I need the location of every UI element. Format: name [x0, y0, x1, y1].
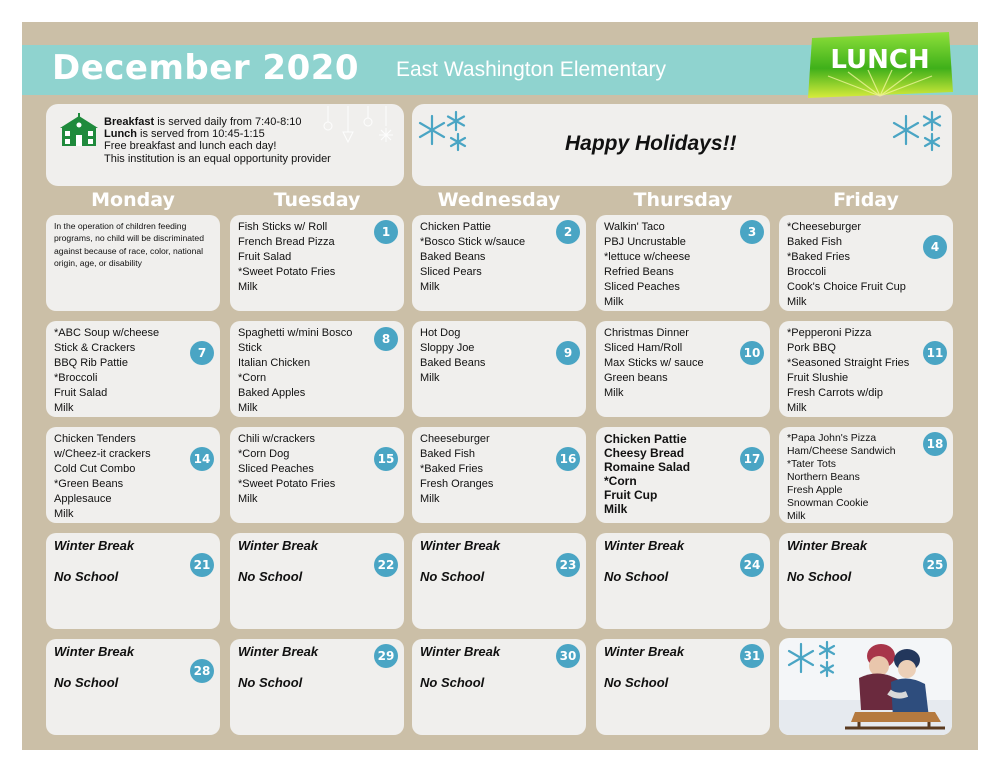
school-building-icon: [60, 113, 98, 147]
break-subtitle: No School: [54, 675, 119, 690]
menu-items: Chili w/crackers *Corn Dog Sliced Peaches *Sweet Potato Fries Milk: [238, 433, 336, 505]
break-subtitle: No School: [54, 569, 119, 584]
menu-items: *Papa John's Pizza Ham/Cheese Sandwich *Tater Tots Northern Beans Fresh Apple Snowman Cookie Milk: [787, 433, 896, 522]
menu-items: Chicken Pattie Cheesy Bread Romaine Salad *Corn Fruit Cup Milk: [604, 432, 691, 516]
day-cell-25: [779, 533, 953, 629]
break-subtitle: No School: [604, 569, 669, 584]
break-title: Winter Break: [54, 538, 135, 553]
nondiscrimination-notice: [46, 215, 220, 311]
lunch-time: is served from 10:45-1:15: [137, 128, 265, 141]
break-title: Winter Break: [604, 538, 685, 553]
day-number: 11: [923, 341, 947, 365]
day-cell-30: [412, 639, 586, 735]
month-title: December 2020: [52, 48, 360, 88]
menu-items: Chicken Tenders w/Cheez-it crackers Cold Cut Combo *Green Beans Applesauce Milk: [54, 433, 151, 520]
day-header-thursday: Thursday: [633, 189, 733, 211]
break-title: Winter Break: [54, 644, 135, 659]
breakfast-time: is served daily from 7:40-8:10: [154, 116, 302, 128]
day-number: 22: [374, 553, 398, 577]
menu-items: Chicken Pattie *Bosco Stick w/sauce Baked Beans Sliced Pears Milk: [420, 221, 526, 293]
break-title: Winter Break: [420, 644, 501, 659]
day-cell-10: [596, 321, 770, 417]
day-cell-3: [596, 215, 770, 311]
day-number: 7: [190, 341, 214, 365]
day-number: 23: [556, 553, 580, 577]
ornaments-icon: [318, 106, 402, 152]
day-number: 18: [923, 432, 947, 456]
day-number: 2: [556, 220, 580, 244]
winter-photo: [779, 638, 952, 735]
menu-items: Spaghetti w/mini Bosco Stick Italian Chicken *Corn Baked Apples Milk: [238, 327, 353, 414]
school-name: East Washington Elementary: [396, 58, 667, 81]
break-subtitle: No School: [238, 675, 303, 690]
break-subtitle: No School: [787, 569, 852, 584]
menu-items: Hot Dog Sloppy Joe Baked Beans Milk: [420, 327, 486, 384]
break-title: Winter Break: [604, 644, 685, 659]
break-title: Winter Break: [787, 538, 868, 553]
menu-items: Christmas Dinner Sliced Ham/Roll Max Sticks w/ sauce Green beans Milk: [604, 327, 704, 399]
menu-items: *Pepperoni Pizza Pork BBQ *Seasoned Straight Fries Fruit Slushie Fresh Carrots w/dip Milk: [787, 327, 910, 414]
lunch-badge: [808, 32, 953, 98]
day-number: 1: [374, 220, 398, 244]
menu-items: Walkin' Taco PBJ Uncrustable *lettuce w/cheese Refried Beans Sliced Peaches Milk: [604, 221, 691, 308]
day-number: 10: [740, 341, 764, 365]
day-number: 30: [556, 644, 580, 668]
day-cell-8: [230, 321, 404, 417]
day-number: 15: [374, 447, 398, 471]
menu-items: *ABC Soup w/cheese Stick & Crackers BBQ Rib Pattie *Broccoli Fruit Salad Milk: [54, 327, 160, 414]
day-header-monday: Monday: [91, 189, 175, 211]
lunch-label: Lunch: [104, 128, 137, 141]
day-cell-16: [412, 427, 586, 523]
day-number: 29: [374, 644, 398, 668]
day-cell-22: [230, 533, 404, 629]
break-subtitle: No School: [420, 675, 485, 690]
menu-items: *Cheeseburger Baked Fish *Baked Fries Broccoli Cook's Choice Fruit Cup Milk: [787, 221, 906, 308]
day-number: 14: [190, 447, 214, 471]
snowflakes-icon: [890, 110, 946, 152]
day-number: 31: [740, 644, 764, 668]
break-subtitle: No School: [238, 569, 303, 584]
day-number: 25: [923, 553, 947, 577]
notice-text: In the operation of children feeding programs, no child will be discriminated against because of race, color, national origin, age, or disability: [54, 221, 204, 268]
day-number: 4: [923, 235, 947, 259]
day-number: 28: [190, 659, 214, 683]
day-cell-14: [46, 427, 220, 523]
menu-items: Fish Sticks w/ Roll French Bread Pizza Fruit Salad *Sweet Potato Fries Milk: [238, 221, 336, 293]
breakfast-label: Breakfast: [104, 116, 155, 128]
day-cell-1: [230, 215, 404, 311]
snowflakes-icon: [416, 110, 472, 152]
free-meals-text: Free breakfast and lunch each day!: [104, 140, 277, 153]
day-number: 8: [374, 327, 398, 351]
day-cell-24: [596, 533, 770, 629]
day-header-tuesday: Tuesday: [273, 189, 361, 211]
day-cell-17: [596, 427, 770, 523]
break-subtitle: No School: [604, 675, 669, 690]
break-title: Winter Break: [238, 538, 319, 553]
day-header-wednesday: Wednesday: [437, 189, 561, 211]
holiday-message: Happy Holidays!!: [565, 132, 737, 155]
day-cell-28: [46, 639, 220, 735]
break-subtitle: No School: [420, 569, 485, 584]
equal-opportunity-text: This institution is an equal opportunity provider: [104, 152, 331, 165]
day-cell-9: [412, 321, 586, 417]
break-title: Winter Break: [420, 538, 501, 553]
day-cell-21: [46, 533, 220, 629]
day-number: 3: [740, 220, 764, 244]
lunch-badge-text: LUNCH: [830, 45, 930, 75]
day-cell-31: [596, 639, 770, 735]
day-header-friday: Friday: [833, 189, 899, 211]
day-cell-15: [230, 427, 404, 523]
menu-items: Cheeseburger Baked Fish *Baked Fries Fresh Oranges Milk: [420, 433, 494, 505]
day-number: 16: [556, 447, 580, 471]
day-cell-29: [230, 639, 404, 735]
day-cell-7: [46, 321, 220, 417]
day-cell-2: [412, 215, 586, 311]
day-cell-11: [779, 321, 953, 417]
break-title: Winter Break: [238, 644, 319, 659]
day-number: 21: [190, 553, 214, 577]
day-number: 24: [740, 553, 764, 577]
info-text: [104, 116, 331, 165]
day-number: 9: [556, 341, 580, 365]
day-cell-23: [412, 533, 586, 629]
day-cell-18: [779, 427, 953, 523]
day-cell-4: [779, 215, 953, 311]
day-number: 17: [740, 447, 764, 471]
